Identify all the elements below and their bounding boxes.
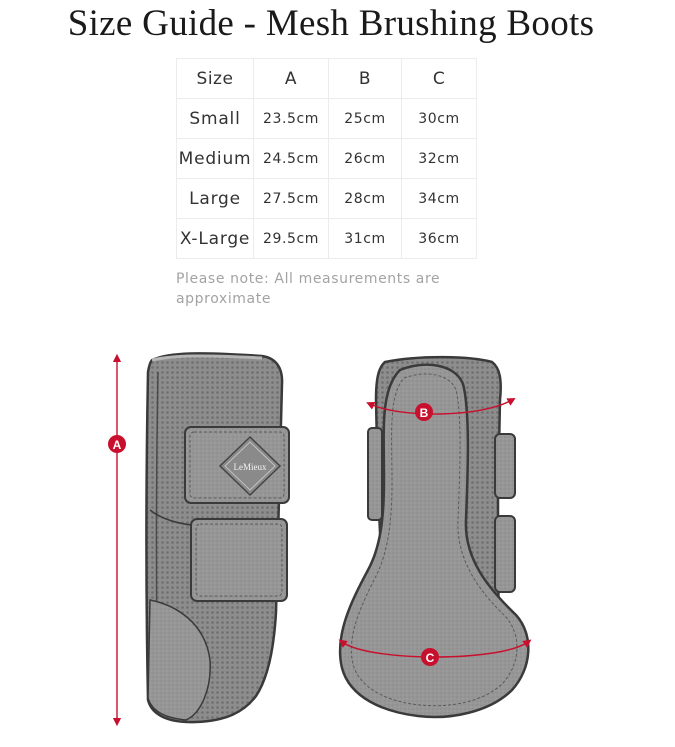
value-cell: 34cm [402,179,477,219]
value-cell: 26cm [329,139,402,179]
height-arrow [108,358,126,722]
page-title: Size Guide - Mesh Brushing Boots [67,3,595,44]
value-cell: 29.5cm [254,219,329,259]
measurement-note: Please note: All measurements are approximate [176,271,441,307]
value-cell: 24.5cm [254,139,329,179]
size-cell: X-Large [177,219,254,259]
value-cell: 36cm [402,219,477,259]
value-cell: 31cm [329,219,402,259]
size-cell: Small [177,99,254,139]
side-view-boot [147,353,290,722]
value-cell: 23.5cm [254,99,329,139]
marker-b-label: B [419,406,429,420]
table-row [177,179,477,219]
value-cell: 30cm [402,99,477,139]
header-a: A [254,59,329,99]
table-row [177,139,477,179]
marker-c-label: C [425,651,435,665]
value-cell: 25cm [329,99,402,139]
value-cell: 27.5cm [254,179,329,219]
table-row [177,99,477,139]
marker-a-label: A [112,438,122,452]
header-b: B [329,59,402,99]
boots-illustration [0,330,675,747]
size-cell: Large [177,179,254,219]
value-cell: 28cm [329,179,402,219]
size-table [176,58,477,259]
size-cell: Medium [177,139,254,179]
logo-text: LeMieux [233,462,267,472]
header-size: Size [177,59,254,99]
header-c: C [402,59,477,99]
value-cell: 32cm [402,139,477,179]
table-row [177,219,477,259]
table-header-row [177,59,477,99]
